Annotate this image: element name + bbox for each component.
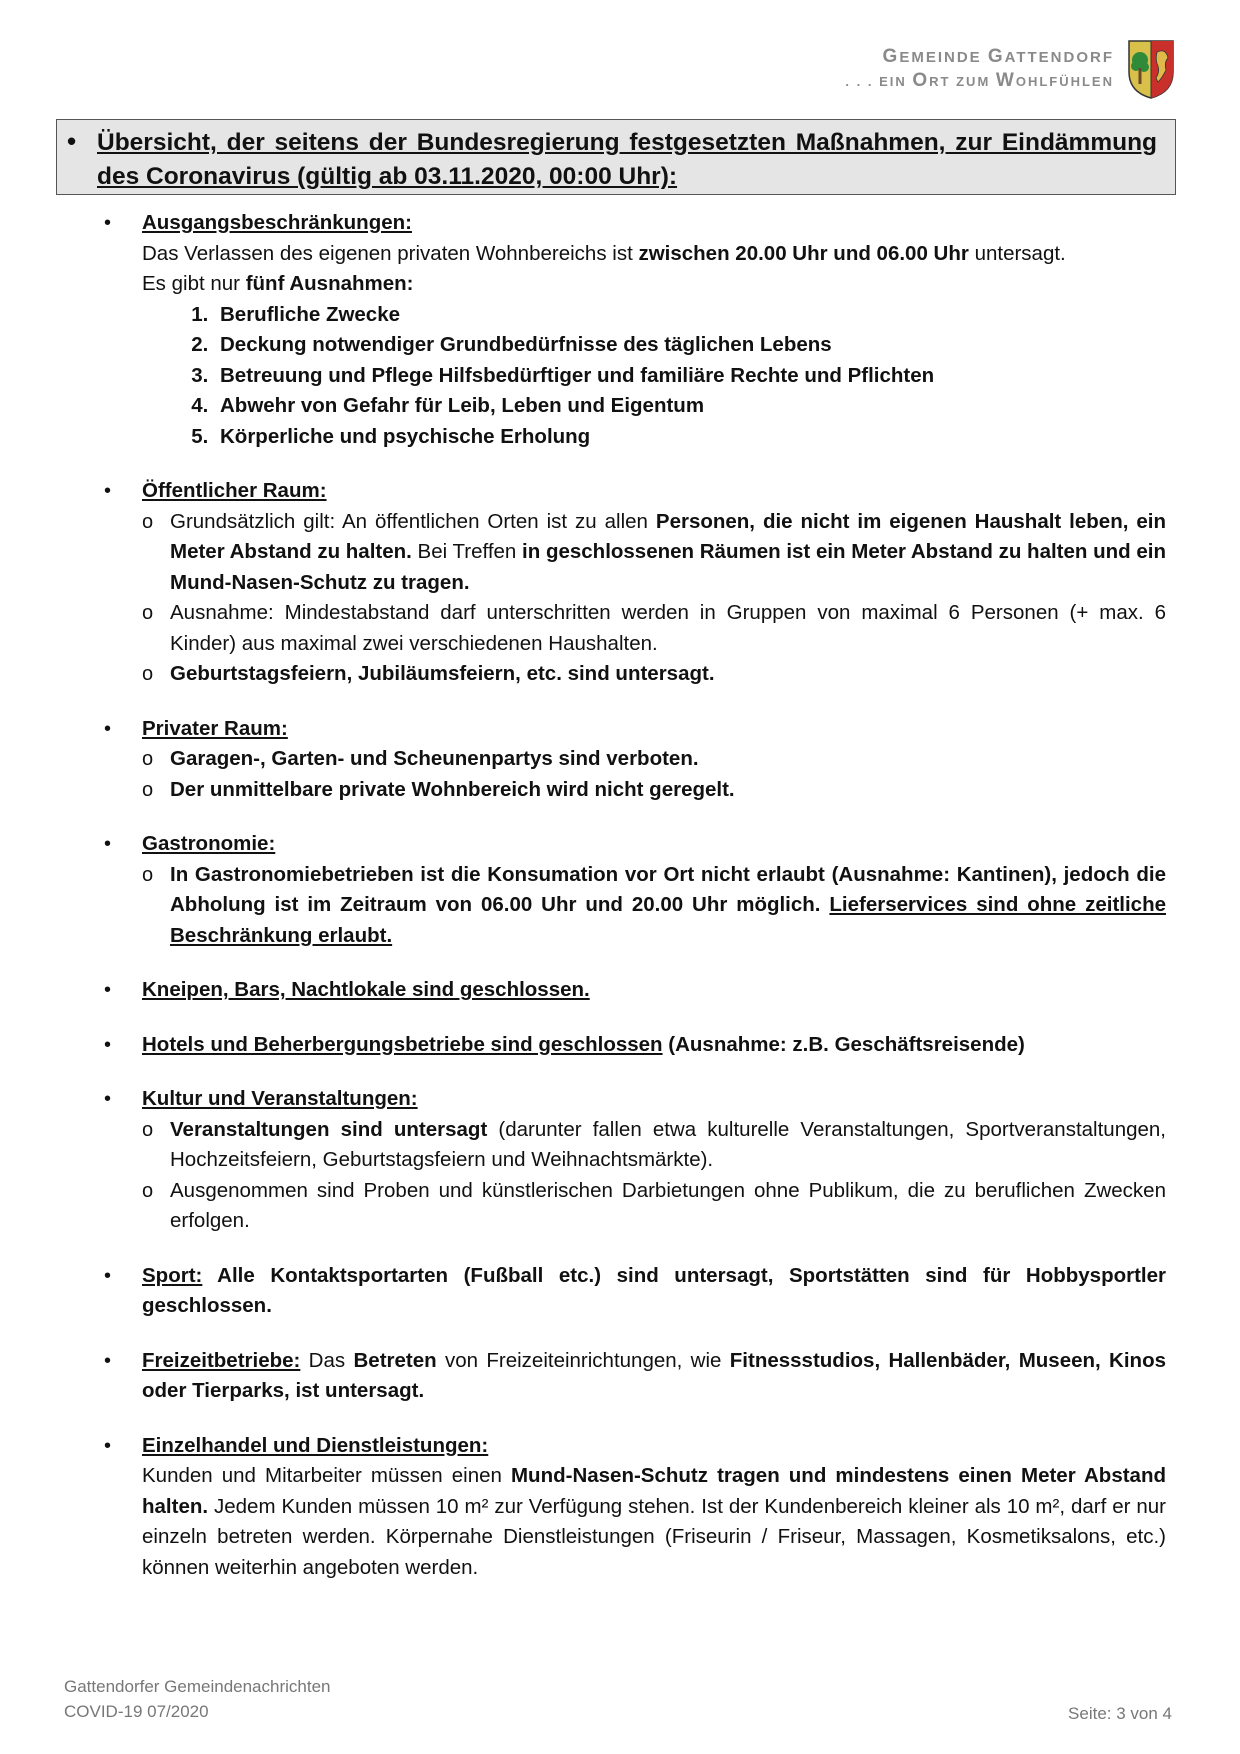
section-heading: Sport: — [142, 1263, 203, 1287]
title-box — [56, 119, 1176, 195]
section-text: Das Verlassen des eigenen privaten Wohnbereichs ist zwischen 20.00 Uhr und 06.00 Uhr untersagt. — [142, 241, 1066, 265]
list-item: 2. Deckung notwendiger Grundbedürfnisse des täglichen Lebens — [214, 330, 1166, 361]
bullet-icon: • — [104, 480, 112, 502]
list-item: o Veranstaltungen sind untersagt (darunter fallen etwa kulturelle Veranstaltungen, Sportveranstaltungen, Hochzeitsfeiern, Geburtstagsfeiern und Weihnachtsmärkte). — [142, 1115, 1166, 1176]
list-item: o Geburtstagsfeiern, Jubiläumsfeiern, etc. sind untersagt. — [142, 659, 1166, 690]
section-heading: Hotels und Beherbergungsbetriebe sind geschlossen — [142, 1032, 663, 1056]
bullet-icon: • — [104, 1033, 112, 1056]
circle-bullet-icon: o — [142, 510, 154, 533]
section-heading: Gastronomie: — [142, 832, 276, 855]
page-footer — [64, 1674, 331, 1724]
list-item: 5. Körperliche und psychische Erholung — [214, 422, 1166, 453]
bullet-icon: • — [104, 979, 112, 1001]
footer-publication: Gattendorfer Gemeindenachrichten — [64, 1677, 331, 1696]
list-item: o Garagen-, Garten- und Scheunenpartys sind verboten. — [142, 744, 1166, 775]
circle-bullet-icon: o — [142, 863, 154, 886]
section-gastronomy — [104, 829, 1166, 951]
circle-bullet-icon: o — [142, 778, 154, 801]
section-bars — [104, 975, 1166, 1006]
bullet-icon: • — [104, 1088, 112, 1110]
section-heading: Ausgangsbeschränkungen: — [142, 211, 412, 234]
coat-of-arms-icon — [1126, 38, 1176, 100]
measures-list — [104, 208, 1166, 1607]
municipality-name: GEMEINDE GATTENDORF — [882, 46, 1114, 67]
section-heading: Kultur und Veranstaltungen: — [142, 1087, 418, 1110]
list-item: o Ausnahme: Mindestabstand darf unterschritten werden in Gruppen von maximal 6 Personen (+ max. 6 Kinder) aus maximal zwei verschiedenen Haushalten. — [142, 598, 1166, 659]
bullet-icon: • — [104, 833, 112, 855]
section-culture — [104, 1084, 1166, 1237]
list-item: o Der unmittelbare private Wohnbereich wird nicht geregelt. — [142, 775, 1166, 806]
bullet-icon: • — [104, 1434, 112, 1457]
bullet-icon: • — [104, 717, 112, 740]
section-leisure: • Freizeitbetriebe: Das Betreten von Freizeiteinrichtungen, wie Fitnessstudios, Hallenbäder, Museen, Kinos oder Tierparks, ist untersagt. — [104, 1346, 1166, 1407]
circle-bullet-icon: o — [142, 663, 154, 685]
circle-bullet-icon: o — [142, 748, 154, 770]
page-number: Seite: 3 von 4 — [1068, 1704, 1172, 1723]
list-item: 1. Berufliche Zwecke — [214, 300, 1166, 331]
bullet-icon: • — [104, 1349, 112, 1372]
circle-bullet-icon: o — [142, 602, 154, 624]
letterhead-text — [845, 46, 1114, 92]
section-heading: Einzelhandel und Dienstleistungen: — [142, 1433, 489, 1457]
letterhead — [845, 38, 1176, 100]
circle-bullet-icon: o — [142, 1118, 154, 1141]
section-curfew — [104, 208, 1166, 452]
list-item: 3. Betreuung und Pflege Hilfsbedürftiger und familiäre Rechte und Pflichten — [214, 361, 1166, 392]
list-item: o Grundsätzlich gilt: An öffentlichen Orten ist zu allen Personen, die nicht im eigenen Haushalt leben, ein Meter Abstand zu halten. Bei Treffen in geschlossenen Räumen ist ein Meter Abstand zu halten und ein Mund-Nasen-Schutz zu tragen. — [142, 507, 1166, 599]
section-heading: Freizeitbetriebe: — [142, 1348, 301, 1372]
section-text: Es gibt nur fünf Ausnahmen: — [142, 272, 414, 295]
section-heading: Öffentlicher Raum: — [142, 479, 327, 502]
section-retail — [104, 1431, 1166, 1584]
section-text: Kunden und Mitarbeiter müssen einen Mund-Nasen-Schutz tragen und mindestens einen Meter Abstand halten. Jedem Kunden müssen 10 m² zur Verfügung stehen. Ist der Kundenbereich kleiner als 10 m², darf er nur einzeln betreten werden. Körpernahe Dienstleistungen (Friseurin / Friseur, Massagen, Kosmetiksalons, etc.) können weiterhin angeboten werden. — [142, 1464, 1166, 1579]
municipality-slogan: . . . EIN ORT ZUM WOHLFÜHLEN — [845, 70, 1114, 91]
bullet-icon: • — [104, 1264, 112, 1287]
list-item: o Ausgenommen sind Proben und künstlerischen Darbietungen ohne Publikum, die zu beruflichen Zwecken erfolgen. — [142, 1176, 1166, 1237]
section-sport: • Sport: Alle Kontaktsportarten (Fußball etc.) sind untersagt, Sportstätten sind für Hobbysportler geschlossen. — [104, 1261, 1166, 1322]
section-hotels: • Hotels und Beherbergungsbetriebe sind geschlossen (Ausnahme: z.B. Geschäftsreisende) — [104, 1030, 1166, 1061]
section-private-space — [104, 714, 1166, 806]
document-title: Übersicht, der seitens der Bundesregierung festgesetzten Maßnahmen, zur Eindämmung des Coronavirus (gültig ab 03.11.2020, 00:00 Uhr): — [97, 129, 1157, 190]
bullet-icon: • — [67, 126, 77, 156]
section-heading: Privater Raum: — [142, 716, 288, 740]
list-item: o In Gastronomiebetrieben ist die Konsumation vor Ort nicht erlaubt (Ausnahme: Kantinen), jedoch die Abholung ist im Zeitraum von 06.00 Uhr und 20.00 Uhr möglich. Lieferservices sind ohne zeitliche Beschränkung erlaubt. — [142, 860, 1166, 952]
list-item: 4. Abwehr von Gefahr für Leib, Leben und Eigentum — [214, 391, 1166, 422]
section-heading: Kneipen, Bars, Nachtlokale sind geschlossen. — [142, 978, 590, 1001]
bullet-icon: • — [104, 212, 112, 234]
circle-bullet-icon: o — [142, 1179, 154, 1202]
exceptions-list — [142, 300, 1166, 453]
section-public-space — [104, 476, 1166, 690]
footer-edition: COVID-19 07/2020 — [64, 1702, 209, 1721]
